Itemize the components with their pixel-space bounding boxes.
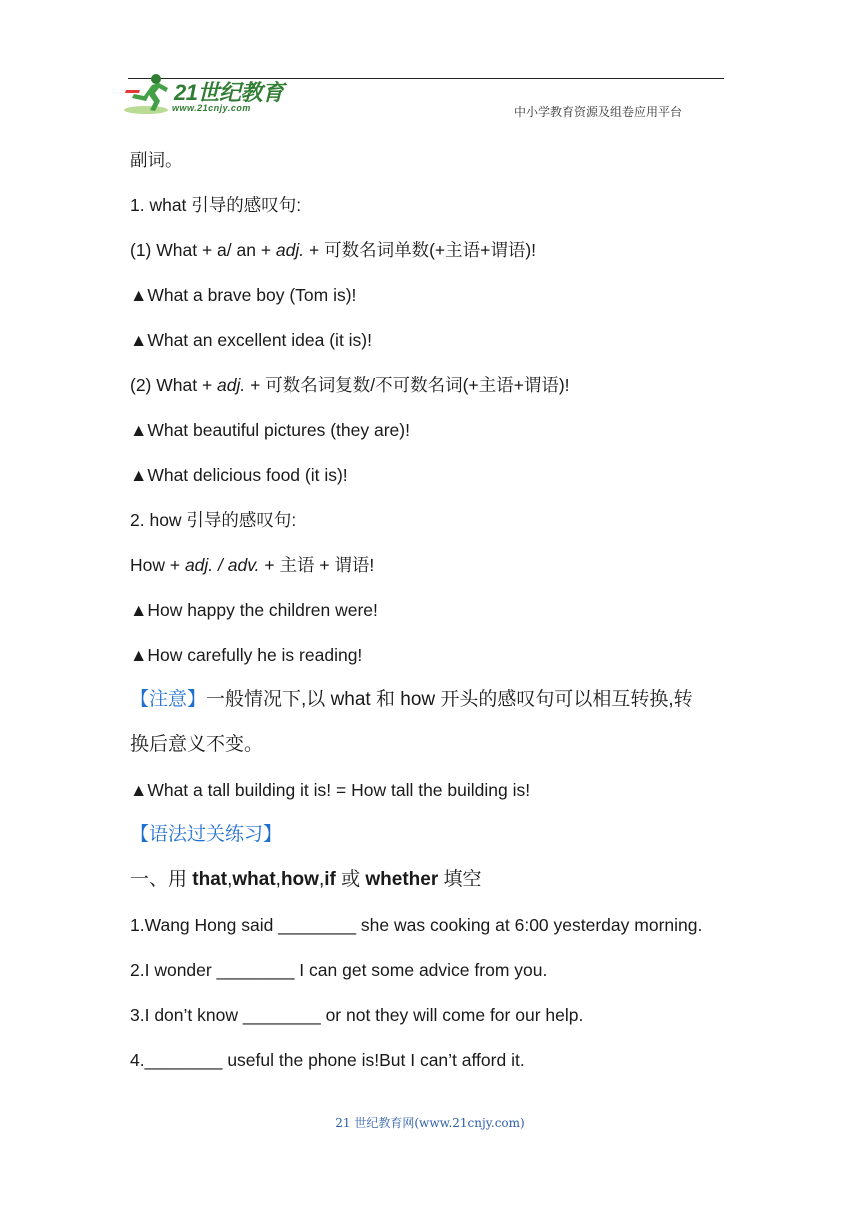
note-label: 【注意】 (130, 689, 207, 710)
rule-italic: adj. (275, 240, 305, 260)
example-line: ▲What beautiful pictures (they are)! (130, 420, 410, 440)
logo-url: www.21cnjy.com (172, 103, 251, 113)
note-line (130, 688, 693, 712)
example-line: ▲What delicious food (it is)! (130, 465, 348, 485)
rule-text: (2) What + (130, 375, 218, 395)
page-footer: 21 世纪教育网(www.21cnjy.com) (335, 1116, 525, 1130)
rule-line (130, 553, 374, 577)
example-line: ▲What an excellent idea (it is)! (130, 330, 373, 350)
rule-line (130, 238, 536, 262)
instruction-text: 填空 (438, 869, 482, 890)
section-heading: 2. how 引导的感叹句: (130, 510, 297, 530)
keyword: whether (365, 869, 439, 890)
note-text: 一般情况下,以 what 和 how 开头的感叹句可以相互转换,转 (206, 689, 693, 710)
header-subtitle: 中小学教育资源及组卷应用平台 (513, 105, 682, 119)
rule-italic: adj. (217, 375, 246, 395)
instruction-text: 一、用 (130, 869, 193, 890)
note-line: 换后意义不变。 (130, 734, 264, 755)
keyword: if (324, 869, 336, 890)
example-line: ▲How carefully he is reading! (130, 645, 363, 665)
exercise-item: 2.I wonder ________ I can get some advice from you. (130, 960, 548, 980)
exercise-item: 1.Wang Hong said ________ she was cooking at 6:00 yesterday morning. (130, 915, 703, 935)
section-heading: 1. what 引导的感叹句: (130, 195, 302, 215)
text-line: 副词。 (130, 150, 183, 170)
example-line: ▲What a tall building it is! = How tall the building is! (130, 780, 531, 800)
instruction-text: , (318, 869, 325, 890)
keyword: how (280, 869, 319, 890)
site-logo (122, 70, 292, 118)
exercise-heading: 【语法过关练习】 (130, 824, 283, 845)
rule-text: + 可数名词单数(+主语+谓语)! (304, 240, 537, 260)
example-line: ▲What a brave boy (Tom is)! (130, 285, 357, 305)
rule-line (130, 373, 570, 397)
rule-text: How + (130, 555, 185, 575)
exercise-item: 4.________ useful the phone is!But I can’t afford it. (130, 1050, 525, 1070)
instruction-text: , (227, 869, 233, 890)
example-line: ▲How happy the children were! (130, 600, 378, 620)
keyword: that (192, 869, 228, 890)
rule-italic: adj. / adv. (184, 555, 260, 575)
rule-text: + 主语 + 谓语! (259, 555, 375, 575)
rule-text: (1) What + a/ an + (130, 240, 276, 260)
exercise-instruction (130, 868, 482, 892)
rule-text: + 可数名词复数/不可数名词(+主语+谓语)! (245, 375, 570, 395)
exercise-item: 3.I don’t know ________ or not they will come for our help. (130, 1005, 584, 1025)
instruction-text: 或 (335, 869, 366, 890)
keyword: what (232, 869, 276, 890)
runner-icon (122, 72, 174, 116)
logo-text: 21世纪教育 (174, 80, 284, 105)
instruction-text: , (275, 869, 281, 890)
